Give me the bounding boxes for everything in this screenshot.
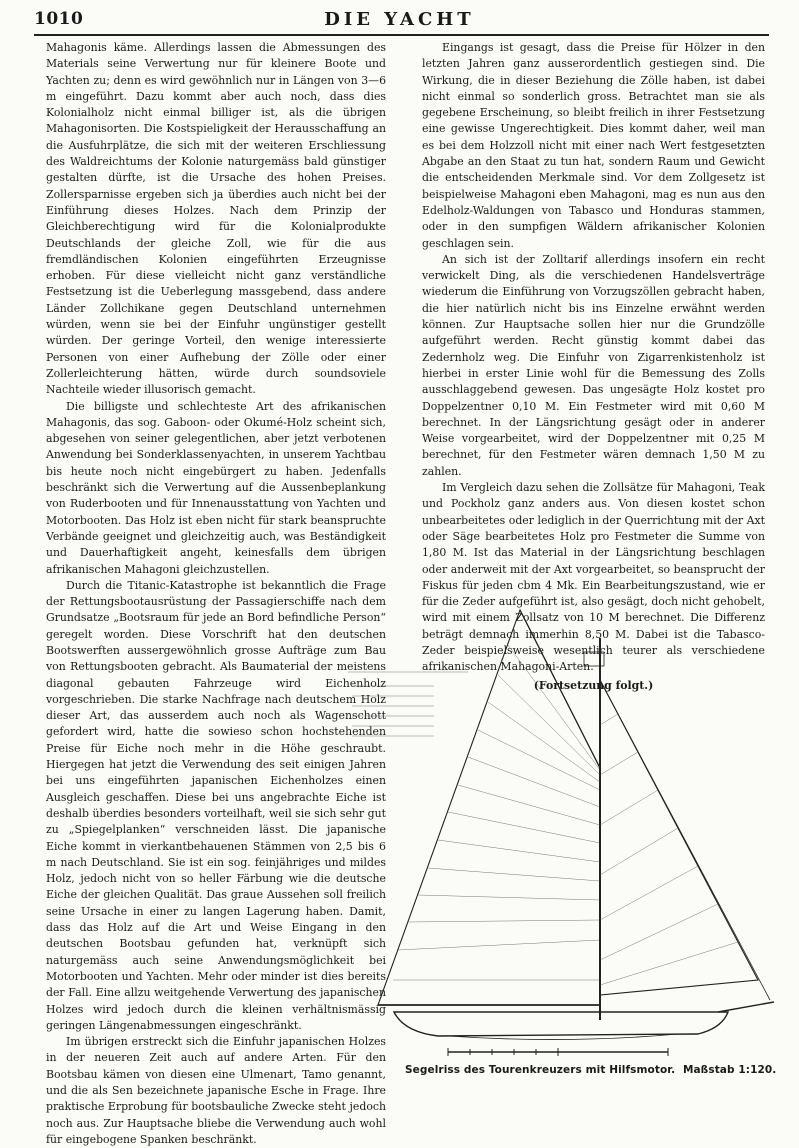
jib-cloths: [600, 714, 738, 985]
mainsail: [378, 610, 600, 1005]
left-column: [46, 40, 386, 1148]
sail-plan-drawing: [338, 600, 776, 1060]
sail-plan-figure: [338, 600, 776, 1060]
forestay: [600, 680, 770, 1000]
running-title: DIE YACHT: [324, 9, 475, 30]
paragraph: Im übrigen erstreckt sich die Einfuhr japanischen Holzes in der neueren Zeit auch auf andere Arten. Für den Bootsbau kämen von diesen eine Ulmenart, Tamo genannt, und die als Sen bezeichnete japanische Esche in Frage. Ihre praktische Erprobung für bootsbauliche Zwecke steht jedoch noch aus. Zur Hauptsache bliebe die Verwendung auch wohl für eingebogene Spanken beschränkt.: [46, 1035, 386, 1146]
caption-text: Segelriss des Tourenkreuzers mit Hilfsmotor.: [405, 1064, 676, 1076]
continued-note: (Fortsetzung folgt.): [533, 678, 654, 692]
caption-scale: Maßstab 1:120.: [682, 1064, 777, 1076]
jib: [600, 680, 758, 995]
page-number: 1010: [34, 9, 84, 29]
paragraph: Die billigste und schlechteste Art des afrikanischen Mahagonis, das sog. Gaboon- oder Okumé-Holz scheint sich, abgesehen von seiner gelegentlichen, aber jetzt verbotenen Anwendung bei Sonderklassenyachten, in unserem Yachtbau bis heute noch nicht eingebürgert zu haben. Jedenfalls beschränkt sich die Verwertung auf die Aussenbeplankung von Ruderbooten und für Innenausstattung von Yachten und Motorbooten. Das Holz ist eben nicht für stark beanspruchte Verbände geeignet und gleichzeitig auch, was Beständigkeit und Dauerhaftigkeit angeht, keinesfalls dem übrigen afrikanischen Mahagoni gleichzustellen.: [46, 399, 386, 576]
figure-caption: [405, 1064, 785, 1076]
right-column: [422, 40, 765, 694]
bowsprit: [718, 1002, 774, 1012]
hull: [394, 1012, 728, 1036]
mainsail-cloths: [393, 645, 600, 980]
paragraph: Mahagonis käme. Allerdings lassen die Abmessungen des Materials seine Verwertung nur für kleinere Boote und Yachten zu; denn es wird gewöhnlich nur in Längen von 3—6 m eingeführt. Dazu kommt aber auch noch, dass dies Kolonialholz nicht einmal billiger ist, als die übrigen Mahagonisorten. Die Kostspieligkeit der Herausschaffung an die Ausfuhrplätze, die sich mit der weiteren Erschliessung des Waldreichtums der Kolonie naturgemäss bald günstiger gestalten dürfte, ist die Ursache des hohen Preises. Zollersparnisse ergeben sich ja überdies auch nicht bei der Einführung dieses Holzes. Nach dem Prinzip der Gleichberechtigung wird für die Kolonialprodukte Deutschlands der gleiche Zoll, wie für die aus fremdländischen Kolonien eingeführten Erzeugnisse erhoben. Für diese vielleicht nicht ganz verständliche Festsetzung ist die Ueberlegung massgebend, dass andere Länder Zollchikane gegen Deutschland unternehmen würden, wenn sie bei der Einfuhr ungünstiger gestellt würden. Der geringe Vorteil, den wenige interessierte Personen von einer Aufhebung der Zölle oder einer Zollerleichterung hätten, würde durch soundsoviele Nachteile wieder illusorisch gemacht.: [46, 41, 386, 397]
paragraph: Eingangs ist gesagt, dass die Preise für Hölzer in den letzten Jahren ganz ausserordentlich gestiegen sind. Die Wirkung, die in dieser Beziehung die Zölle haben, ist dabei nicht einmal so sonderlich gross. Betrachtet man sie als gegebene Erscheinung, so bleibt freilich in ihrer Festsetzung eine gewisse Ungerechtigkeit. Dies kommt daher, weil man es bei dem Holzzoll nicht mit einer nach Wert festgesetzten Abgabe an den Staat zu tun hat, sondern Raum und Gewicht die entscheidenden Merkmale sind. Vor dem Zollgesetz ist beispielweise Mahagoni eben Mahagoni, mag es nun aus den Edelholz-Waldungen von Tabasco und Honduras stammen, oder in den sumpfigen Wäldern afrikanischer Kolonien geschlagen sein.: [422, 41, 765, 250]
header-rule: [34, 34, 769, 36]
paragraph: An sich ist der Zolltarif allerdings insofern ein recht verwickelt Ding, als die verschiedenen Handelsverträge wiederum die Einführung von Vorzugszöllen gebracht haben, die hier natürlich nicht bis ins Einzelne erwähnt werden können. Zur Hauptsache sollen hier nur die Grundzölle aufgeführt werden. Recht günstig kommt dabei das Zedernholz weg. Die Einfuhr von Zigarrenkistenholz ist hierbei in erster Linie wohl für die Bemessung des Zolls ausschlaggebend gewesen. Das ungesägte Holz kostet pro Doppelzentner 0,10 M. Ein Festmeter wird mit 0,60 M berechnet. In der Längsrichtung gesägt oder in anderer Weise vorgearbeitet, wird der Doppelzentner mit 0,25 M berechnet, für den Festmeter wären demnach 1,50 M zu zahlen.: [422, 252, 765, 478]
paragraph: Im Vergleich dazu sehen die Zollsätze für Mahagoni, Teak und Pockholz ganz anders aus. Von diesen kostet schon unbearbeitetes oder lediglich in der Querrichtung mit der Axt oder Säge bearbeitetes Holz pro Festmeter die Summe von 1,80 M. Ist das Material in der Längsrichtung beschlagen oder anderweit mit der Axt vorgearbeitet, so beansprucht der Fiskus für jeden cbm 4 Mk. Ein Bearbeitungszustand, wie er für die Zeder aufgeführt ist, also gesägt, doch nicht gehobelt, wird mit einem Zollsatz von 10 M berechnet. Die Differenz beträgt demnach immerhin 8,50 M. Dabei ist die Tabasco-Zeder beispielsweise wesentlich teurer als verschiedene afrikanischen Mahagoni-Arten.: [422, 481, 765, 674]
sail-area-table: [348, 672, 468, 736]
paragraph: Durch die Titanic-Katastrophe ist bekanntlich die Frage der Rettungsbootausrüstung der Passagierschiffe nach dem Grundsatze „Bootsraum für jede an Bord befindliche Person“ geregelt worden. Diese Vorschrift hat den deutschen Bootswerften aussergewöhnlich grosse Aufträge zum Bau von Rettungsbooten gebracht. Als Baumaterial der meistens diagonal gebauten Fahrzeuge wird Eichenholz vorgeschrieben. Die starke Nachfrage nach deutschem Holz dieser Art, das ausserdem auch noch als Wagenschott gefordert wird, hatte die sowieso schon hochstehenden Preise für Eiche noch mehr in die Höhe geschraubt. Hiergegen hat jetzt die Verwendung des seit einigen Jahren bei uns eingeführten japanischen Eichenholzes einen Ausgleich geschaffen. Diese bei uns angebrachte Eiche ist deshalb überdies besonders vorteilhaft, weil sie sich sehr gut zu „Spiegelplanken“ verschneiden lässt. Die japanische Eiche kommt in vierkantbehauenen Stämmen von 2,5 bis 6 m nach Deutschland. Sie ist ein sog. feinjähriges und mildes Holz, jedoch nicht von so heller Färbung wie die deutsche Eiche der gleichen Qualität. Das graue Aussehen soll freilich seine Ursache in einer zu langen Lagerung haben. Damit, dass das Holz auf die Art und Weise Eingang in den deutschen Bootsbau gefunden hat, verknüpft sich naturgemäss auch seine Anwendungsmöglichkeit bei Motorbooten und Yachten. Mehr oder minder ist dies bereits der Fall. Eine allzu weitgehende Verwertung des japanischen Holzes wird jedoch durch die kleinen verhältnismässig geringen Längenabmessungen eingeschränkt.: [46, 578, 386, 1032]
